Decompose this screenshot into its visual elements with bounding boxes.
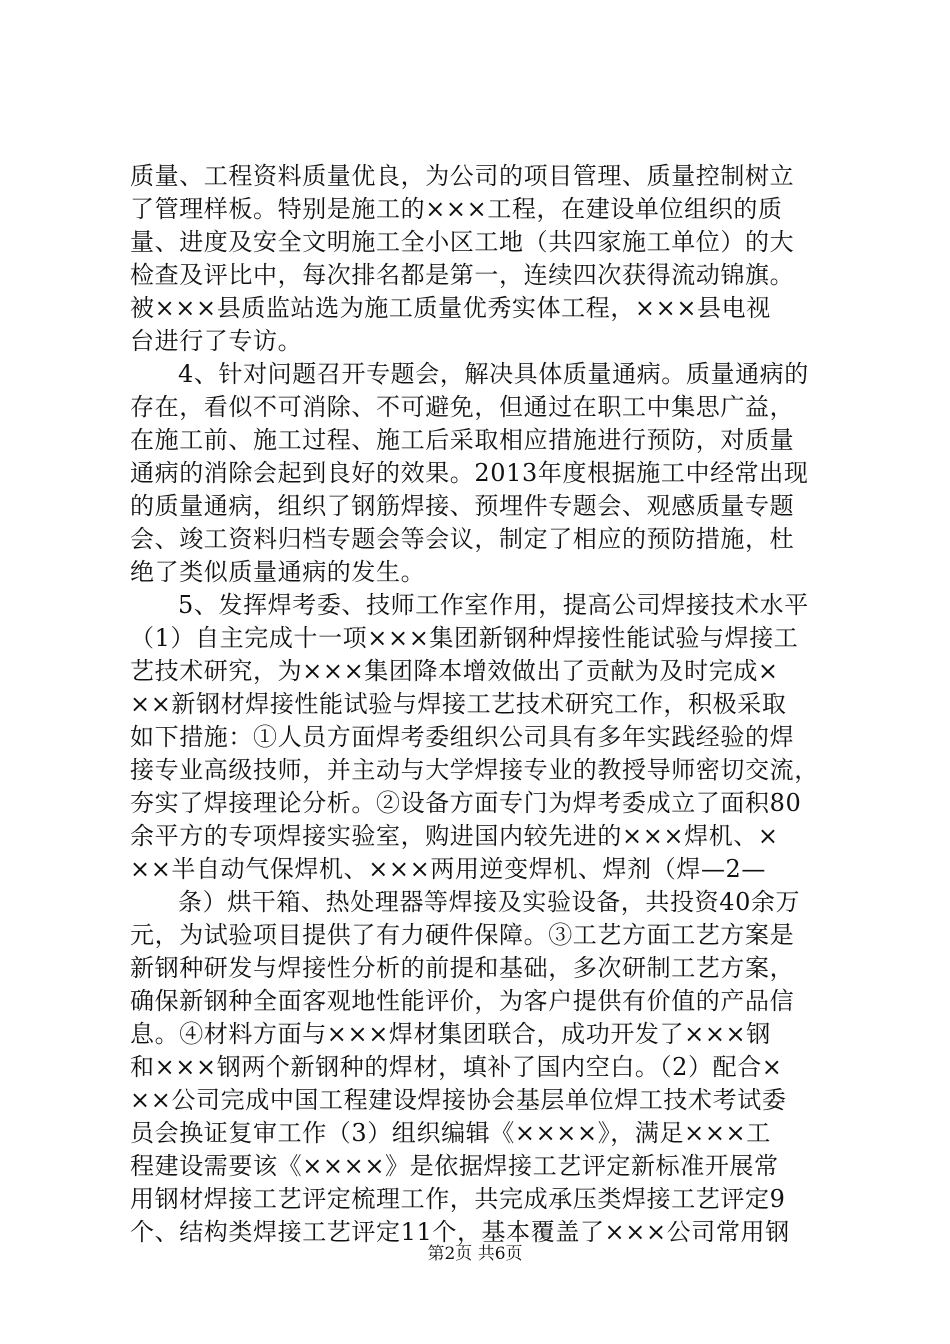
text-line: 员会换证复审工作（3）组织编辑《××××》，满足×××工 [130, 1119, 771, 1147]
text-line: 存在，看似不可消除、不可避免，但通过在职工中集思广益， [130, 393, 795, 421]
text-line: 绝了类似质量通病的发生。 [130, 558, 426, 586]
text-line: （1）自主完成十一项×××集团新钢种焊接性能试验与焊接工 [130, 624, 799, 652]
text-line: 检查及评比中，每次排名都是第一，连续四次获得流动锦旗。 [130, 261, 795, 289]
text-line: 新钢种研发与焊接性分析的前提和基础，多次研制工艺方案， [130, 954, 795, 982]
text-line: 条）烘干箱、热处理器等焊接及实验设备，共投资40余万 [178, 888, 801, 916]
text-line: 艺技术研究，为×××集团降本增效做出了贡献为及时完成× [130, 657, 779, 685]
text-line: 程建设需要该《××××》是依据焊接工艺评定新标准开展常 [130, 1152, 779, 1180]
text-line: ××公司完成中国工程建设焊接协会基层单位焊工技术考试委 [130, 1086, 787, 1114]
text-line: ××新钢材焊接性能试验与焊接工艺技术研究工作，积极采取 [130, 690, 787, 718]
document-body [130, 160, 830, 1249]
text-line: 余平方的专项焊接实验室，购进国内较先进的×××焊机、× [130, 822, 779, 850]
text-line: 了管理样板。特别是施工的×××工程，在建设单位组织的质 [130, 195, 783, 223]
text-line: ××半自动气保焊机、×××两用逆变焊机、焊剂（焊—2— [130, 855, 767, 883]
text-line: 会、竣工资料归档专题会等会议，制定了相应的预防措施，杜 [130, 525, 795, 553]
text-line: 4、针对问题召开专题会，解决具体质量通病。质量通病的 [178, 360, 809, 388]
text-line: 质量、工程资料质量优良，为公司的项目管理、质量控制树立 [130, 162, 795, 190]
text-line: 台进行了专访。 [130, 327, 303, 355]
text-line: 确保新钢种全面客观地性能评价，为客户提供有价值的产品信 [130, 987, 795, 1015]
page-footer: 第2页 共6页 [427, 1244, 523, 1264]
text-line: 在施工前、施工过程、施工后采取相应措施进行预防，对质量 [130, 426, 795, 454]
text-line: 用钢材焊接工艺评定梳理工作，共完成承压类焊接工艺评定9 [130, 1185, 786, 1213]
text-line: 和×××钢两个新钢种的焊材，填补了国内空白。（2）配合× [130, 1053, 783, 1081]
text-line: 个、结构类焊接工艺评定11个，基本覆盖了×××公司常用钢 [130, 1218, 790, 1246]
text-line: 5、发挥焊考委、技师工作室作用，提高公司焊接技术水平 [178, 591, 809, 619]
text-line: 夯实了焊接理论分析。②设备方面专门为焊考委成立了面积80 [130, 789, 802, 817]
text-line: 的质量通病，组织了钢筋焊接、预埋件专题会、观感质量专题 [130, 492, 795, 520]
text-line: 元，为试验项目提供了有力硬件保障。③工艺方面工艺方案是 [130, 921, 795, 949]
text-line: 接专业高级技师，并主动与大学焊接专业的教授导师密切交流， [130, 756, 819, 784]
text-line: 量、进度及安全文明施工全小区工地（共四家施工单位）的大 [130, 228, 795, 256]
text-line: 如下措施：①人员方面焊考委组织公司具有多年实践经验的焊 [130, 723, 795, 751]
text-line: 被×××县质监站选为施工质量优秀实体工程，×××县电视 [130, 294, 771, 322]
text-line: 通病的消除会起到良好的效果。2013年度根据施工中经常出现 [130, 459, 809, 487]
text-line: 息。④材料方面与×××焊材集团联合，成功开发了×××钢 [130, 1020, 771, 1048]
